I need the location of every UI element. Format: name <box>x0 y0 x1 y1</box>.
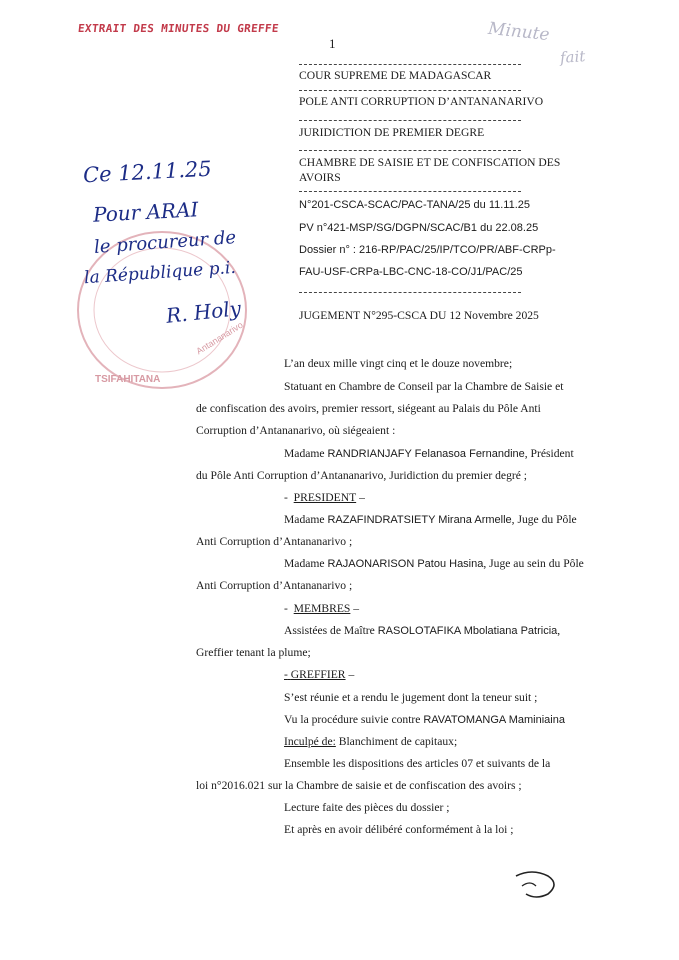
handwritten-line-3: le procureur de <box>93 227 237 258</box>
separator <box>299 90 521 91</box>
separator <box>299 64 521 65</box>
paragraph-procedure: Vu la procédure suivie contre RAVATOMANGA Maminiaina <box>284 713 565 726</box>
chamber-line-1: CHAMBRE DE SAISIE ET DE CONFISCATION DES <box>299 156 561 169</box>
pv-number: PV n°421-MSP/SG/DGPN/SCAC/B1 du 22.08.25 <box>299 222 539 234</box>
member-2-line-1: Madame RAJAONARISON Patou Hasina, Juge au sein du Pôle <box>284 557 584 570</box>
paragraph-statuant-3: Corruption d’Antananarivo, où siégeaient : <box>196 424 396 437</box>
president-line-1: Madame RANDRIANJAFY Felanasoa Fernandine, Président <box>284 447 574 460</box>
paragraph-lecture: Lecture faite des pièces du dossier ; <box>284 801 450 814</box>
seal-text-bottom: TSIFAHITANA <box>95 374 161 385</box>
separator <box>299 150 521 151</box>
greffier-name: RASOLOTAFIKA Mbolatiana Patricia <box>377 625 558 637</box>
paragraph-delibere: Et après en avoir délibéré conformément à la loi ; <box>284 823 514 836</box>
heading-president: - PRESIDENT – <box>284 491 365 504</box>
defendant-name: RAVATOMANGA Maminiaina <box>423 714 565 726</box>
pole-name: POLE ANTI CORRUPTION D’ANTANANARIVO <box>299 95 544 108</box>
member-1-name: RAZAFINDRATSIETY Mirana Armelle <box>327 514 512 526</box>
greffe-stamp: EXTRAIT DES MINUTES DU GREFFE <box>77 22 280 35</box>
member-1-line-2: Anti Corruption d’Antananarivo ; <box>196 535 353 548</box>
page-number: 1 <box>329 36 336 51</box>
handwritten-date: Ce 12.11.25 <box>82 156 213 188</box>
paragraph-statuant-2: de confiscation des avoirs, premier ressort, siégeant au Palais du Pôle Anti <box>196 402 541 415</box>
judgment-title: JUGEMENT N°295-CSCA DU 12 Novembre 2025 <box>299 309 539 322</box>
greffier-line-2: Greffier tenant la plume; <box>196 646 311 659</box>
dossier-line-2: FAU-USF-CRPa-LBC-CNC-18-CO/J1/PAC/25 <box>299 266 523 278</box>
separator <box>299 292 521 293</box>
handwritten-line-2: Pour ARAI <box>92 197 199 227</box>
president-name: RANDRIANJAFY Felanasoa Fernandine <box>327 448 525 460</box>
paragraph-statuant-1: Statuant en Chambre de Conseil par la Chambre de Saisie et <box>284 380 564 393</box>
paragraph-dispositions-1: Ensemble les dispositions des articles 07 et suivants de la <box>284 757 551 770</box>
greffier-line-1: Assistées de Maître RASOLOTAFIKA Mbolatiana Patricia, <box>284 624 561 637</box>
paragraph-dispositions-2: loi n°2016.021 sur la Chambre de saisie et de confiscation des avoirs ; <box>196 779 522 792</box>
heading-membres: - MEMBRES – <box>284 602 360 615</box>
chamber-line-2: AVOIRS <box>299 171 341 184</box>
separator <box>299 191 521 192</box>
seal-text-side: Antananarivo <box>194 319 245 357</box>
handwritten-line-4: la République p.i. <box>83 257 237 289</box>
margin-note-2: fait <box>559 47 586 67</box>
heading-greffier: - GREFFIER – <box>284 668 355 681</box>
dossier-line-1: Dossier n° : 216-RP/PAC/25/IP/TCO/PR/ABF-CRPp- <box>299 244 556 256</box>
separator <box>299 120 521 121</box>
member-2-line-2: Anti Corruption d’Antananarivo ; <box>196 579 353 592</box>
paragraph-inculpe: Inculpé de: Blanchiment de capitaux; <box>284 735 458 748</box>
president-line-2: du Pôle Anti Corruption d’Antananarivo, Juridiction du premier degré ; <box>196 469 527 482</box>
paragraph-date: L’an deux mille vingt cinq et le douze novembre; <box>284 357 513 370</box>
paragraph-reunie: S’est réunie et a rendu le jugement dont la teneur suit ; <box>284 691 538 704</box>
initials-mark <box>508 866 568 902</box>
reference-number: N°201-CSCA-SCAC/PAC-TANA/25 du 11.11.25 <box>299 199 531 211</box>
member-1-line-1: Madame RAZAFINDRATSIETY Mirana Armelle, Juge du Pôle <box>284 513 577 526</box>
member-2-name: RAJAONARISON Patou Hasina <box>327 558 484 570</box>
jurisdiction: JURIDICTION DE PREMIER DEGRE <box>299 126 485 139</box>
margin-note-1: Minute <box>487 18 551 46</box>
court-name: COUR SUPREME DE MADAGASCAR <box>299 69 492 82</box>
handwritten-signature: R. Holy <box>164 296 243 328</box>
